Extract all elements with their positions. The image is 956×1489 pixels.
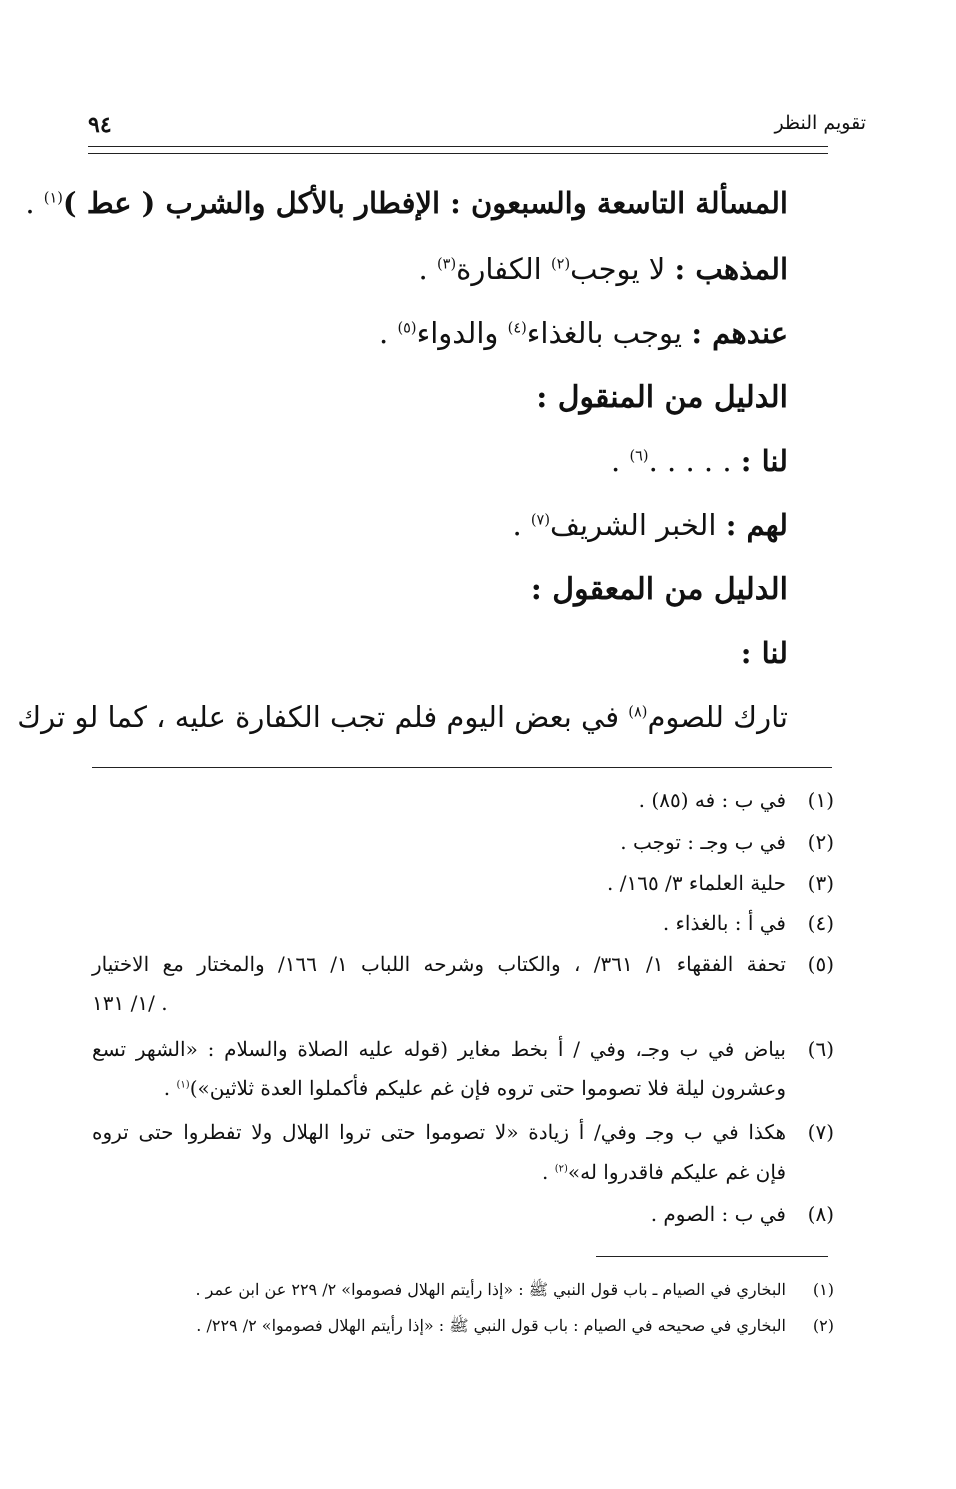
- issue-label: المسألة التاسعة والسبعون : الإفطار بالأكل والشرب ( عط ): [62, 186, 788, 220]
- footnote-number: (٦): [807, 1037, 834, 1061]
- subfootnote-1: [195, 1280, 834, 1303]
- header-rule: [88, 146, 828, 147]
- indahum-line: عندهم : يوجب بالغذاء$^{(٤)}$ والدواء$^{(٥)}$ .: [379, 316, 788, 350]
- footnote-6: [92, 1037, 834, 1061]
- argument-text: تارك للصوم: [647, 700, 788, 734]
- lana-label-2: لنا :: [740, 636, 788, 670]
- page-number: ٩٤: [88, 112, 112, 138]
- footnote-ref: (١): [176, 1079, 190, 1091]
- subfootnote-text: البخاري في صحيحه في الصيام : باب قول النبي ﷺ : «إذا رأيتم الهلال فصوموا» ٢/ ٢٢٩/ .: [196, 1316, 786, 1335]
- footnote-number: (٥): [807, 952, 834, 976]
- footnote-ref: (٤): [507, 320, 527, 337]
- madhhab-text: لا يوجب: [570, 252, 666, 286]
- footnote-7-cont: فإن غم عليكم فاقدروا له»$^{(٢)}$ .: [541, 1160, 786, 1184]
- lahum-line: لهم : الخبر الشريف$^{(٧)}$ .: [512, 508, 788, 542]
- footnote-ref: (٧): [530, 512, 551, 529]
- subfootnote-2: [196, 1316, 834, 1339]
- footnote-ref: (٥): [397, 320, 417, 337]
- lana-line-1: لنا : . . . . .$^{(٦)}$ .: [611, 444, 788, 478]
- subfootnote-text: البخاري في الصيام ـ باب قول النبي ﷺ : «إذا رأيتم الهلال فصوموا» ٢/ ٢٢٩ عن ابن عمر .: [195, 1280, 786, 1299]
- footnote-number: (٧): [807, 1120, 834, 1144]
- footnote-text: بياض في ب وجـ، وفي / أ بخط مغاير (قوله عليه الصلاة والسلام : «الشهر تسع: [92, 1037, 786, 1061]
- indahum-label: عندهم :: [691, 316, 788, 350]
- subfootnote-number: (١): [812, 1280, 834, 1299]
- indahum-text-2: والدواء: [416, 316, 499, 350]
- footnote-ref: (٦): [629, 448, 649, 465]
- footnote-number: (٣): [807, 871, 834, 895]
- footnote-1: [92, 788, 834, 812]
- footnote-5-cont: [92, 991, 786, 1015]
- subfootnote-number: (٢): [812, 1316, 834, 1335]
- running-title: تقويم النظر: [774, 112, 866, 134]
- footnote-text-cont: وعشرون ليلة فلا تصوموا حتى تروه فإن غم عليكم فأكملوا العدة ثلاثين»): [189, 1076, 786, 1100]
- heading-maqul: الدليل من المعقول :: [530, 572, 788, 607]
- footnote-number: (٢): [807, 830, 834, 854]
- footnote-text: حلية العلماء ٣/ ١٦٥/ .: [607, 871, 786, 895]
- footnote-text-cont: فإن غم عليكم فاقدروا له»: [567, 1160, 786, 1184]
- lana-label: لنا :: [740, 444, 788, 478]
- argument-line: [17, 700, 788, 734]
- argument-text-2: في بعض اليوم فلم تجب الكفارة عليه ، كما لو ترك: [17, 700, 620, 734]
- footnote-ref: (٢): [550, 256, 571, 273]
- footnote-6-cont: وعشرون ليلة فلا تصوموا حتى تروه فإن غم عليكم فأكملوا العدة ثلاثين»)$^{(١)}$ .: [163, 1076, 786, 1100]
- footnote-number: (٨): [807, 1202, 834, 1226]
- footnote-number: (١): [807, 788, 834, 812]
- madhhab-text-2: الكفارة: [456, 252, 542, 286]
- subfootnote-rule: [596, 1256, 828, 1257]
- footnote-text: في أ : بالغذاء .: [662, 911, 786, 935]
- footnote-ref: (١): [43, 190, 63, 207]
- footnote-3: [92, 871, 834, 895]
- footnote-8: [92, 1202, 834, 1226]
- footnote-text: في ب : فه (٨٥) .: [638, 788, 786, 812]
- footnote-ref: (٢): [554, 1163, 568, 1175]
- madhhab-label: المذهب :: [674, 252, 788, 286]
- footnote-number: (٤): [807, 911, 834, 935]
- footnote-5: [92, 952, 834, 976]
- footnote-ref: (٣): [436, 256, 457, 273]
- indahum-text: يوجب بالغذاء: [526, 316, 683, 350]
- footnote-2: [92, 830, 834, 854]
- header-rule-thin: [88, 153, 828, 154]
- footnote-rule: [92, 767, 832, 768]
- issue-title: المسألة التاسعة والسبعون : الإفطار بالأكل والشرب ( عط )$^{(١)}$ .: [25, 186, 788, 220]
- footnote-4: [92, 911, 834, 935]
- lana-ellipsis: . . . . .: [648, 444, 732, 478]
- lahum-text: الخبر الشريف: [550, 508, 717, 542]
- footnote-text: في ب : الصوم .: [650, 1202, 786, 1226]
- lana-line-2: [741, 636, 788, 670]
- footnote-text: تحفة الفقهاء ١/ ٣٦١/ ، والكتاب وشرحه اللباب ١/ ١٦٦/ والمختار مع الاختيار: [92, 952, 786, 976]
- footnote-7: [92, 1120, 834, 1144]
- footnote-text-cont: ١/ ١٣١/ .: [92, 991, 168, 1015]
- footnote-text: في ب وجـ : توجب .: [620, 830, 786, 854]
- madhhab-line: المذهب : لا يوجب$^{(٢)}$ الكفارة$^{(٣)}$ .: [418, 252, 788, 286]
- lahum-label: لهم :: [725, 508, 788, 542]
- footnote-text: هكذا في ب وجـ وفي/ أ زيادة «لا تصوموا حتى تروا الهلال ولا تفطروا حتى تروه: [92, 1120, 786, 1144]
- footnote-ref: (٨): [628, 704, 648, 721]
- heading-manqul: الدليل من المنقول :: [536, 380, 788, 415]
